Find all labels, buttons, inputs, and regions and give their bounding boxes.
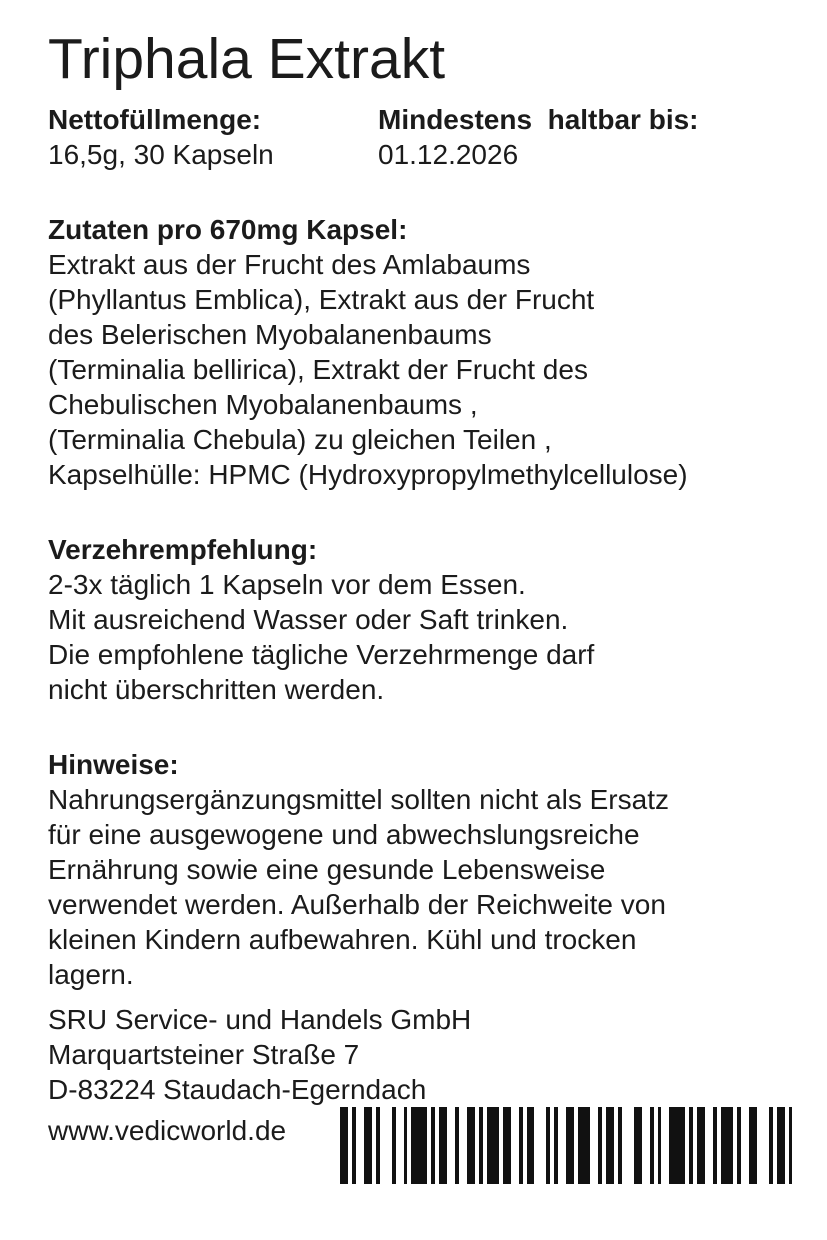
- manufacturer-name: SRU Service- und Handels GmbH: [48, 1004, 472, 1035]
- dosage-line: Mit ausreichend Wasser oder Saft trinken.: [48, 604, 569, 635]
- dosage-line: 2-3x täglich 1 Kapseln vor dem Essen.: [48, 569, 526, 600]
- manufacturer-city: D-83224 Staudach-Egerndach: [48, 1074, 427, 1105]
- notes-heading: Hinweise:: [48, 749, 179, 780]
- notes-line: Ernährung sowie eine gesunde Lebensweise: [48, 854, 606, 885]
- ingredients-line: Extrakt aus der Frucht des Amlabaums: [48, 249, 531, 280]
- net-quantity: [48, 102, 378, 172]
- website-text: www.vedicworld.de: [48, 1115, 287, 1146]
- notes-section: [48, 747, 795, 992]
- ingredients-line: Chebulischen Myobalanenbaums ,: [48, 389, 478, 420]
- ingredients-line: Kapselhülle: HPMC (Hydroxypropylmethylcellulose): [48, 459, 688, 490]
- dosage-section: [48, 532, 795, 707]
- manufacturer-street: Marquartsteiner Straße 7: [48, 1039, 360, 1070]
- product-barcode: [340, 1107, 793, 1184]
- website-row: [48, 1107, 795, 1184]
- notes-line: verwendet werden. Außerhalb der Reichweite von: [48, 889, 666, 920]
- notes-line: lagern.: [48, 959, 134, 990]
- dosage-line: Die empfohlene tägliche Verzehrmenge darf: [48, 639, 595, 670]
- notes-line: kleinen Kindern aufbewahren. Kühl und trocken: [48, 924, 637, 955]
- ingredients-section: [48, 212, 795, 492]
- dosage-line: nicht überschritten werden.: [48, 674, 385, 705]
- ingredients-line: (Phyllantus Emblica), Extrakt aus der Frucht: [48, 284, 595, 315]
- manufacturer-block: [48, 1002, 795, 1184]
- best-before: [378, 102, 699, 172]
- ingredients-line: (Terminalia Chebula) zu gleichen Teilen ,: [48, 424, 552, 455]
- info-row: [48, 102, 795, 172]
- notes-line: Nahrungsergänzungsmittel sollten nicht als Ersatz: [48, 784, 669, 815]
- notes-line: für eine ausgewogene und abwechslungsreiche: [48, 819, 640, 850]
- net-quantity-value: 16,5g, 30 Kapseln: [48, 139, 274, 170]
- best-before-label: Mindestens haltbar bis:: [378, 104, 699, 135]
- ingredients-line: des Belerischen Myobalanenbaums: [48, 319, 492, 350]
- ingredients-heading: Zutaten pro 670mg Kapsel:: [48, 214, 408, 245]
- net-quantity-label: Nettofüllmenge:: [48, 104, 262, 135]
- dosage-heading: Verzehrempfehlung:: [48, 534, 318, 565]
- product-title: Triphala Extrakt: [48, 27, 446, 91]
- ingredients-line: (Terminalia bellirica), Extrakt der Frucht des: [48, 354, 588, 385]
- best-before-value: 01.12.2026: [378, 139, 519, 170]
